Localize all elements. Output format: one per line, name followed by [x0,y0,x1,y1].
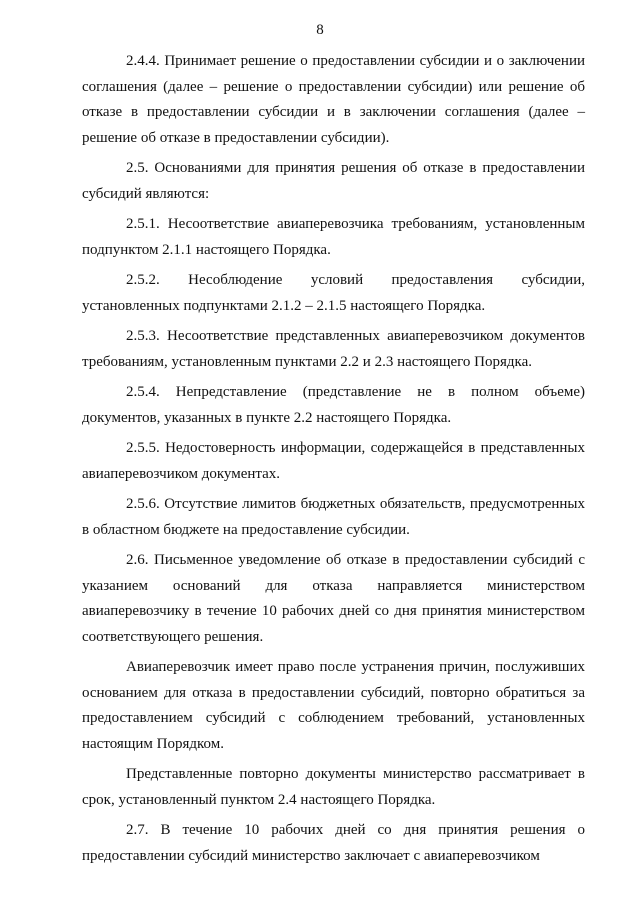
paragraph-2-4-4: 2.4.4. Принимает решение о предоставлении субсидии и о заключении соглашения (далее – решение о предоставлении субсидии) или решение об отказе в предоставлении субсидии и в заключении соглашения (далее – решение об отказе в предоставлении субсидии). [82,53,585,146]
paragraph-2-5-5: 2.5.5. Недостоверность информации, содержащейся в представленных авиаперевозчиком документах. [82,440,585,482]
paragraph-2-5-6: 2.5.6. Отсутствие лимитов бюджетных обязательств, предусмотренных в областном бюджете на предоставление субсидии. [82,496,585,538]
paragraph-2-5-4: 2.5.4. Непредставление (представление не в полном объеме) документов, указанных в пункте 2.2 настоящего Порядка. [82,384,585,426]
paragraph-2-5-2: 2.5.2. Несоблюдение условий предоставления субсидии, установленных подпунктами 2.1.2 – 2.1.5 настоящего Порядка. [82,272,585,314]
document-body [82,49,585,874]
paragraph-reapplication: Авиаперевозчик имеет право после устранения причин, послуживших основанием для отказа в предоставлении субсидий, повторно обратиться за предоставлением субсидий с соблюдением требований, установленных настоящим Порядком. [82,659,585,752]
paragraph-2-5-3: 2.5.3. Несоответствие представленных авиаперевозчиком документов требованиям, установленным пунктами 2.2 и 2.3 настоящего Порядка. [82,328,585,370]
paragraph-2-5: 2.5. Основаниями для принятия решения об отказе в предоставлении субсидий являются: [82,160,585,202]
paragraph-review-term: Представленные повторно документы министерство рассматривает в срок, установленный пунктом 2.4 настоящего Порядка. [82,766,585,808]
page-number: 8 [316,22,324,38]
paragraph-2-6: 2.6. Письменное уведомление об отказе в предоставлении субсидий с указанием оснований для отказа направляется министерством авиаперевозчику в течение 10 рабочих дней со дня принятия министерством соответствующего решения. [82,552,585,645]
paragraph-2-5-1: 2.5.1. Несоответствие авиаперевозчика требованиям, установленным подпунктом 2.1.1 настоящего Порядка. [82,216,585,258]
paragraph-2-7: 2.7. В течение 10 рабочих дней со дня принятия решения о предоставлении субсидий министерство заключает с авиаперевозчиком [82,822,585,864]
